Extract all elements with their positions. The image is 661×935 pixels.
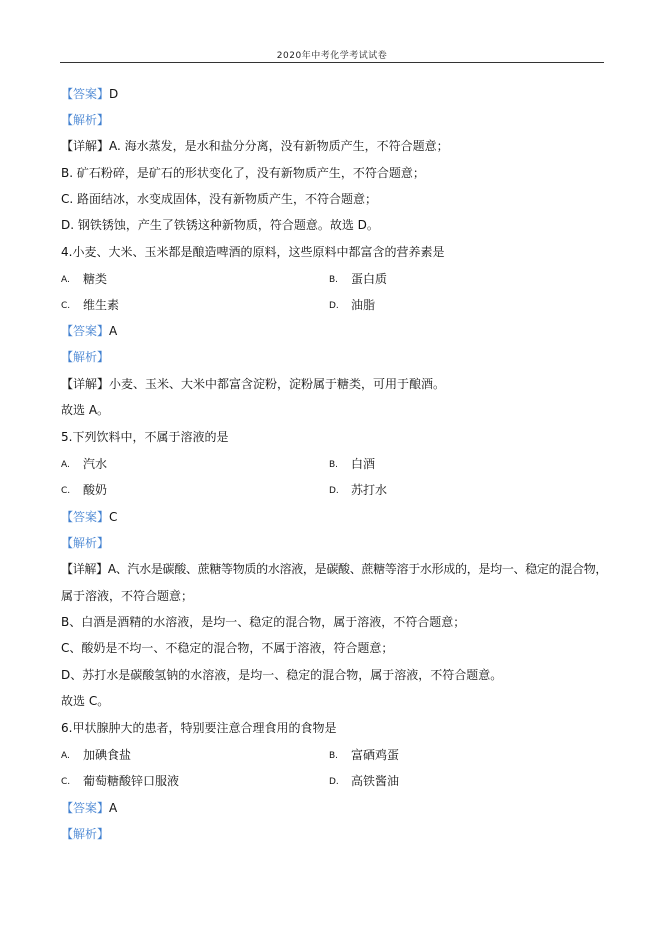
q6-answer: A xyxy=(109,801,118,815)
q6-option-a xyxy=(61,748,131,763)
q5-line-b: B、白酒是酒精的水溶液，是均一、稳定的混合物，属于溶液，不符合题意； xyxy=(61,615,466,629)
q5-option-b xyxy=(329,457,375,472)
page-header-title: 2020年中考化学考试试卷 xyxy=(276,51,388,61)
q4-conclusion: 故选 A。 xyxy=(61,403,110,417)
option-text: 糖类 xyxy=(83,272,108,286)
q5-line-d: D、苏打水是碳酸氢钠的水溶液，是均一、稳定的混合物，属于溶液，不符合题意。 xyxy=(61,668,503,682)
option-letter: C. xyxy=(61,777,71,787)
q3-line-c: C. 路面结冰，水变成固体，没有新物质产生，不符合题意； xyxy=(61,192,378,206)
q4-option-d xyxy=(329,298,375,313)
q4-option-a xyxy=(61,272,107,287)
analysis-tag: 【解析】 xyxy=(61,827,110,841)
option-letter: C. xyxy=(61,486,71,496)
answer-tag: 【答案】 xyxy=(61,801,110,815)
q3-detail-line xyxy=(61,139,449,153)
option-letter: B. xyxy=(329,460,339,470)
q5-conclusion: 故选 C。 xyxy=(61,694,110,708)
q3-detail: A. 海水蒸发，是水和盐分分离，没有新物质产生，不符合题意； xyxy=(109,139,449,153)
q6-option-c xyxy=(61,774,179,789)
option-text: 蛋白质 xyxy=(351,272,388,286)
q4-option-c xyxy=(61,298,119,313)
analysis-tag: 【解析】 xyxy=(61,113,110,127)
q5-option-d xyxy=(329,483,387,498)
option-text: 富硒鸡蛋 xyxy=(351,748,400,762)
q5-option-a xyxy=(61,457,107,472)
option-text: 白酒 xyxy=(351,457,376,471)
q6-analysis-line xyxy=(61,827,109,841)
option-letter: D. xyxy=(329,777,339,787)
q4-stem: 4.小麦、大米、玉米都是酿造啤酒的原料，这些原料中都富含的营养素是 xyxy=(61,245,445,259)
option-letter: D. xyxy=(329,301,339,311)
option-text: 油脂 xyxy=(351,298,376,312)
option-text: 维生素 xyxy=(83,298,120,312)
q5-answer: C xyxy=(109,510,118,524)
analysis-tag: 【解析】 xyxy=(61,536,110,550)
q5-detail: A、汽水是碳酸、蔗糖等物质的水溶液，是碳酸、蔗糖等溶于水形成的，是均一、稳定的混合物， xyxy=(107,562,608,576)
detail-tag: 【详解】 xyxy=(61,377,110,391)
option-text: 酸奶 xyxy=(83,483,108,497)
q4-analysis-line xyxy=(61,350,109,364)
q5-detail-line xyxy=(61,562,607,576)
option-text: 高铁酱油 xyxy=(351,774,400,788)
detail-tag: 【详解】 xyxy=(61,562,108,576)
q5-line-c: C、酸奶是不均一、不稳定的混合物，不属于溶液，符合题意； xyxy=(61,641,394,655)
q5-stem: 5.下列饮料中，不属于溶液的是 xyxy=(61,430,229,444)
q5-analysis-line xyxy=(61,536,109,550)
q3-analysis-line xyxy=(61,113,109,127)
option-text: 苏打水 xyxy=(351,483,388,497)
option-text: 汽水 xyxy=(83,457,108,471)
q4-answer: A xyxy=(109,324,118,338)
analysis-tag: 【解析】 xyxy=(61,350,110,364)
q3-line-b: B. 矿石粉碎，是矿石的形状变化了，没有新物质产生，不符合题意； xyxy=(61,166,425,180)
q5-answer-line xyxy=(61,510,117,524)
q3-answer: D xyxy=(109,87,119,101)
option-letter: A. xyxy=(61,460,70,470)
option-letter: C. xyxy=(61,301,71,311)
option-letter: A. xyxy=(61,751,70,761)
option-letter: A. xyxy=(61,275,70,285)
q5-line-a-cont: 属于溶液，不符合题意； xyxy=(61,589,194,603)
option-text: 加碘食盐 xyxy=(83,748,132,762)
q6-option-b xyxy=(329,748,399,763)
answer-tag: 【答案】 xyxy=(61,324,110,338)
option-text: 葡萄糖酸锌口服液 xyxy=(83,774,180,788)
q3-line-d: D. 钢铁锈蚀，产生了铁锈这种新物质，符合题意。故选 D。 xyxy=(61,218,379,232)
answer-tag: 【答案】 xyxy=(61,87,110,101)
detail-tag: 【详解】 xyxy=(61,139,110,153)
q6-option-d xyxy=(329,774,399,789)
option-letter: B. xyxy=(329,751,339,761)
q4-detail-line xyxy=(61,377,445,391)
q6-answer-line xyxy=(61,801,117,815)
q5-option-c xyxy=(61,483,107,498)
option-letter: D. xyxy=(329,486,339,496)
q4-answer-line xyxy=(61,324,117,338)
q3-answer-line xyxy=(61,87,118,101)
q4-option-b xyxy=(329,272,387,287)
option-letter: B. xyxy=(329,275,339,285)
q4-detail: 小麦、玉米、大米中都富含淀粉，淀粉属于糖类，可用于酿酒。 xyxy=(109,377,446,391)
answer-tag: 【答案】 xyxy=(61,510,110,524)
q6-stem: 6.甲状腺肿大的患者，特别要注意合理食用的食物是 xyxy=(61,721,337,735)
header-divider xyxy=(60,62,604,63)
